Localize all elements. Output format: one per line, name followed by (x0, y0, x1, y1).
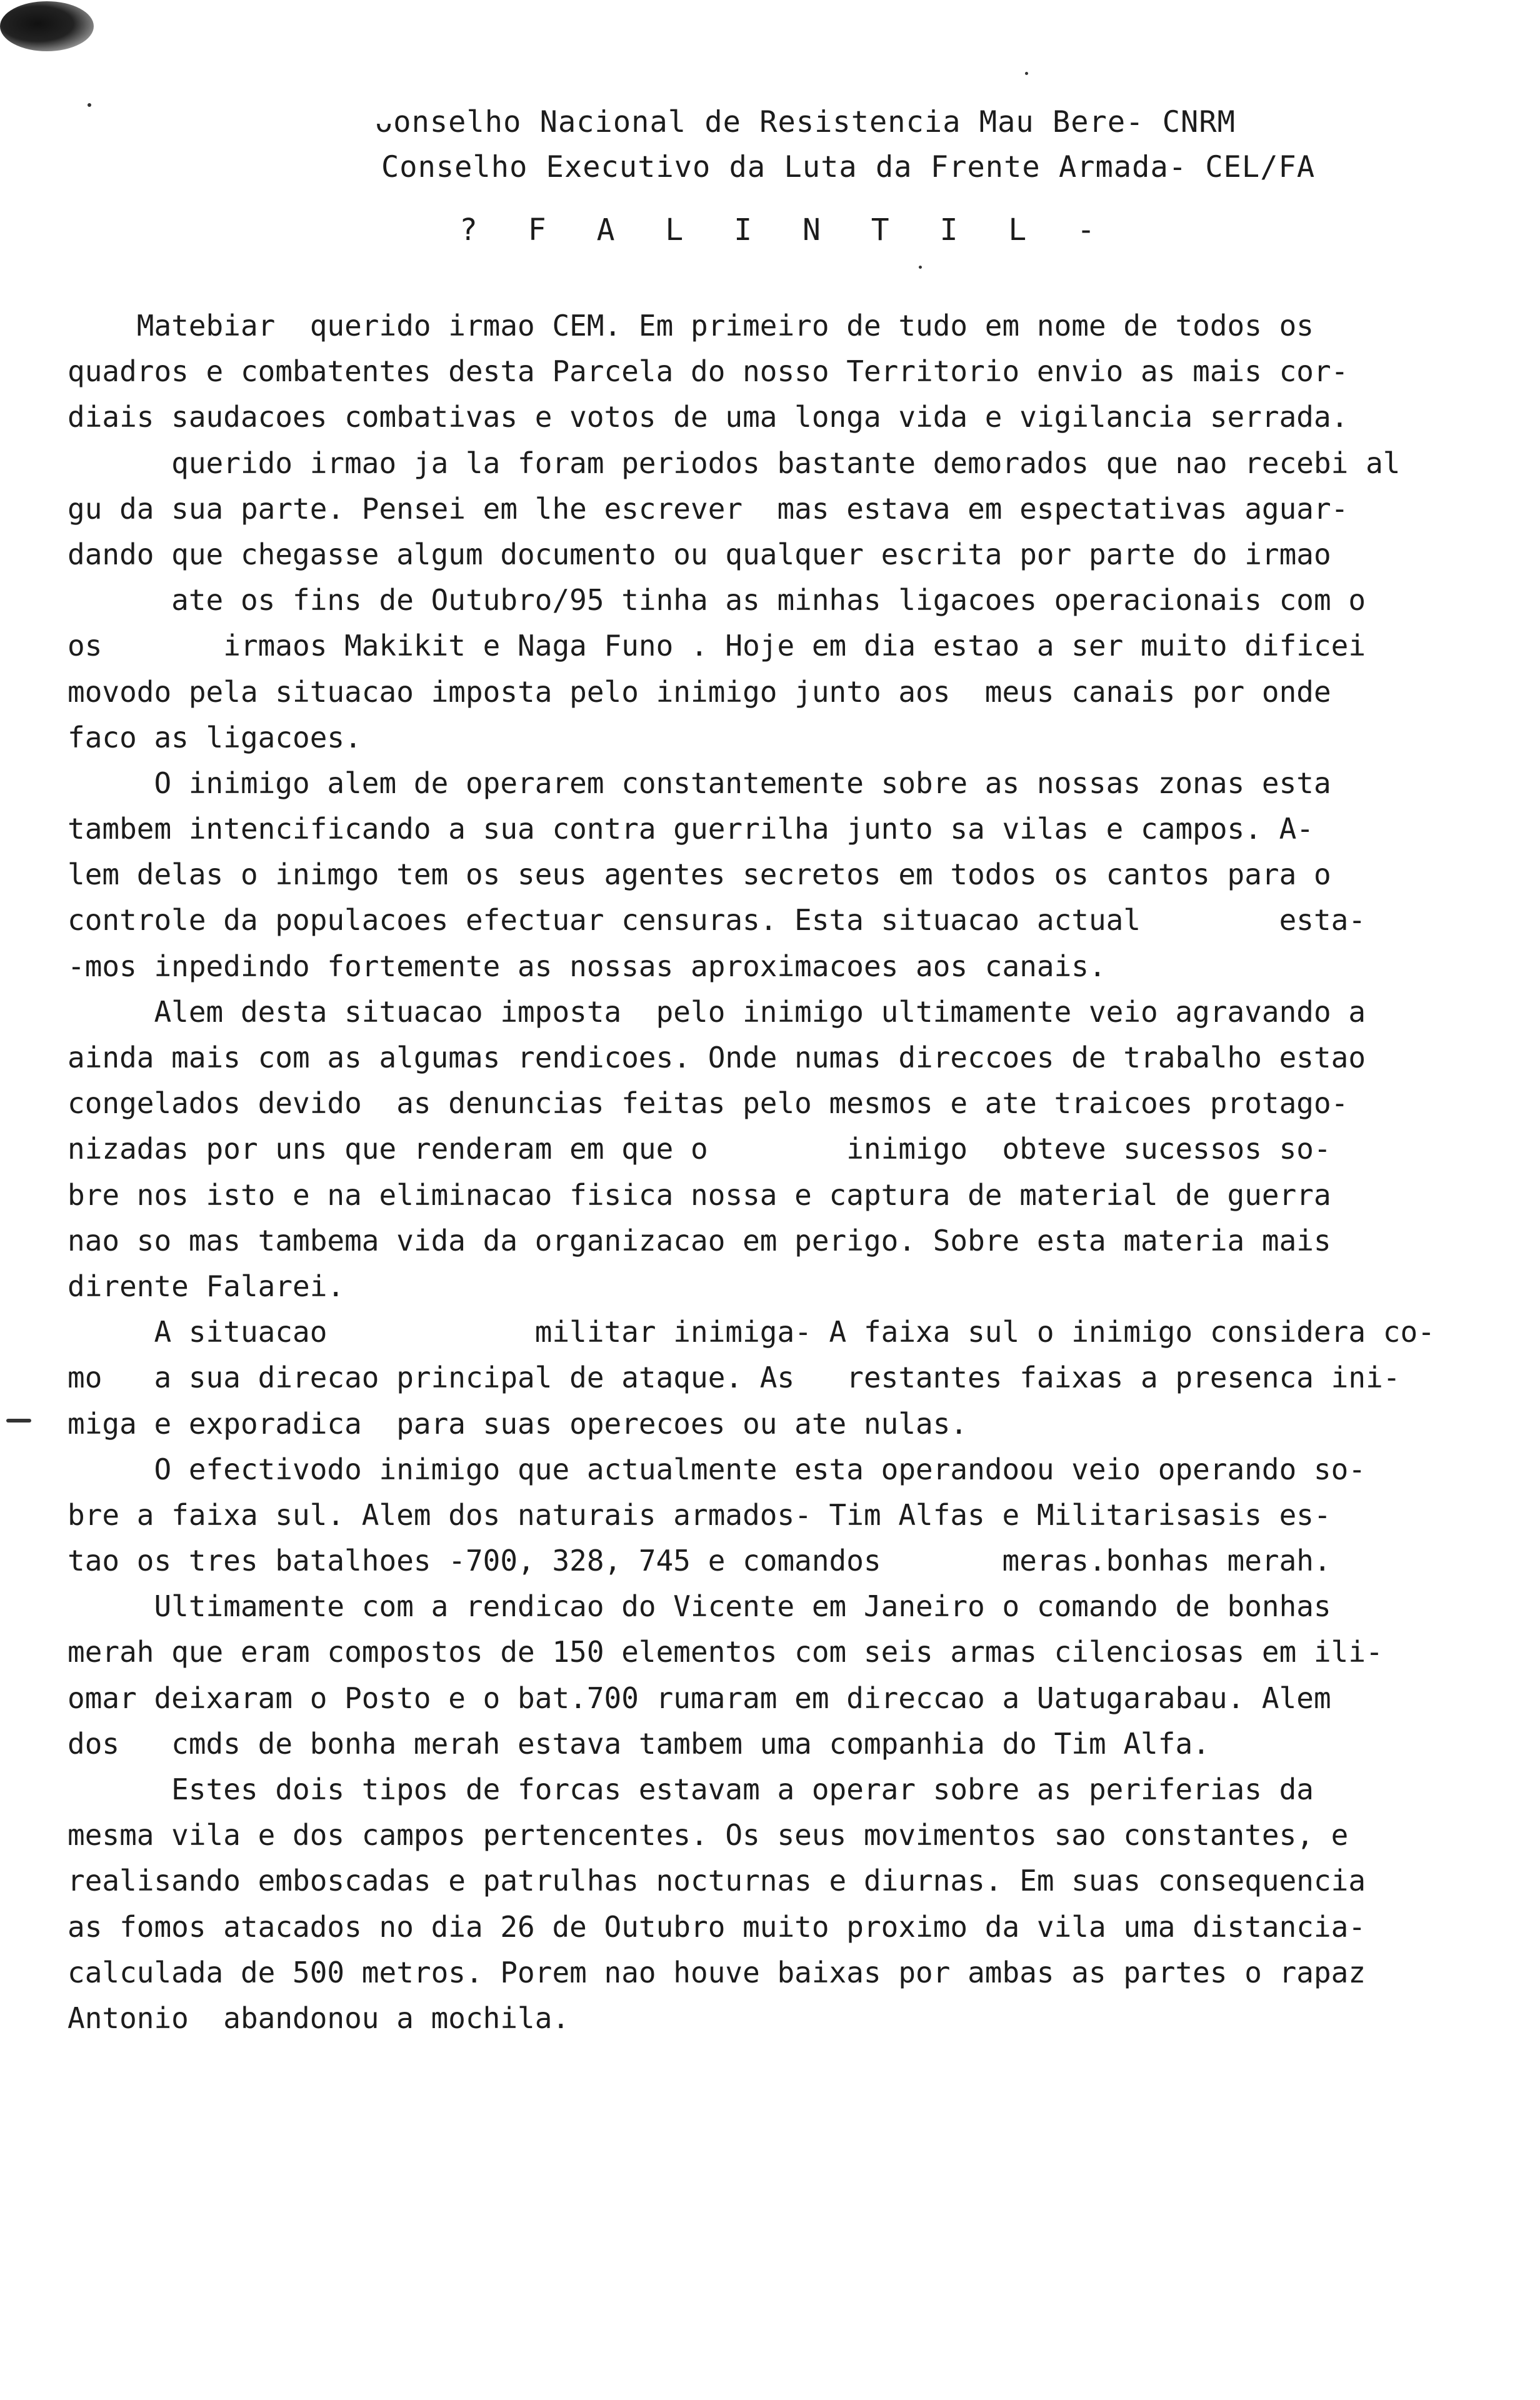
body-line: merah que eram compostos de 150 elementos com seis armas cilenciosas em ili- (68, 1635, 1383, 1669)
body-line: Alem desta situacao imposta pelo inimigo ultimamente veio agravando a (68, 994, 1366, 1029)
body-line: miga e exporadica para suas operecoes ou ate nulas. (68, 1406, 968, 1441)
body-line: O inimigo alem de operarem constantemente sobre as nossas zonas esta (68, 766, 1331, 800)
body-line: A situacao militar inimiga- A faixa sul o inimigo considera co- (68, 1315, 1435, 1349)
body-line: tambem intencificando a sua contra guerrilha junto sa vilas e campos. A- (68, 812, 1314, 846)
ink-speck (88, 103, 91, 107)
body-line: movodo pela situacao imposta pelo inimigo junto aos meus canais por onde (68, 674, 1331, 709)
body-line: mesma vila e dos campos pertencentes. Os seus movimentos sao constantes, e (68, 1818, 1349, 1852)
body-line: realisando emboscadas e patrulhas nocturnas e diurnas. Em suas consequencia (68, 1864, 1366, 1898)
body-line: querido irmao ja la foram periodos bastante demorados que nao recebi al (68, 446, 1401, 480)
body-line: ainda mais com as algumas rendicoes. Onde numas direccoes de trabalho estao (68, 1041, 1366, 1074)
letter-body (68, 303, 1499, 2041)
body-line: tao os tres batalhoes -700, 328, 745 e comandos meras.bonhas merah. (68, 1544, 1331, 1578)
header-line-executive-council: Conselho Executivo da Luta da Frente Armada- CEL/FA (381, 150, 1316, 184)
ink-speck (1025, 72, 1028, 75)
body-line: quadros e combatentes desta Parcela do nosso Territorio envio as mais cor- (68, 354, 1349, 389)
body-line: nizadas por uns que renderam em que o inimigo obteve sucessos so- (68, 1132, 1331, 1166)
body-line: ate os fins de Outubro/95 tinha as minhas ligacoes operacionais com o (68, 583, 1366, 618)
body-line: -mos inpedindo fortemente as nossas aproximacoes aos canais. (68, 949, 1106, 983)
document-header (375, 100, 1438, 190)
body-line: lem delas o inimgo tem os seus agentes secretos em todos os cantos para o (68, 858, 1331, 892)
body-line: as fomos atacados no dia 26 de Outubro muito proximo da vila uma distancia- (68, 1909, 1366, 1944)
body-line: dirente Falarei. (68, 1269, 345, 1303)
body-line: bre nos isto e na eliminacao fisica nossa e captura de material de guerra (68, 1178, 1331, 1212)
body-line: omar deixaram o Posto e o bat.700 rumaram em direccao a Uatugarabau. Alem (68, 1681, 1331, 1715)
body-line: Matebiar querido irmao CEM. Em primeiro de tudo em nome de todos os (68, 309, 1314, 342)
body-line: O efectivodo inimigo que actualmente esta operandoou veio operando so- (68, 1452, 1366, 1486)
body-line: mo a sua direcao principal de ataque. As restantes faixas a presenca ini- (68, 1361, 1401, 1395)
body-line: calculada de 500 metros. Porem nao houve baixas por ambas as partes o rapaz (68, 1955, 1366, 1989)
ink-smudge (0, 1, 94, 51)
body-line: bre a faixa sul. Alem dos naturais armados- Tim Alfas e Militarisasis es- (68, 1498, 1331, 1532)
body-line: Ultimamente com a rendicao do Vicente em Janeiro o comando de bonhas (68, 1589, 1331, 1624)
body-line: diais saudacoes combativas e votos de uma longa vida e vigilancia serrada. (68, 400, 1349, 434)
body-line: Antonio abandonou a mochila. (68, 2001, 570, 2035)
body-line: dos cmds de bonha merah estava tambem uma companhia do Tim Alfa. (68, 1726, 1210, 1761)
body-line: faco as ligacoes. (68, 720, 362, 754)
body-line: os irmaos Makikit e Naga Funo . Hoje em dia estao a ser muito dificei (68, 629, 1366, 663)
header-line-organization: ᴗonselho Nacional de Resistencia Mau Bere- CNRM (375, 105, 1236, 139)
body-line: controle da populacoes efectuar censuras. Esta situacao actual esta- (68, 903, 1366, 938)
body-line: congelados devido as denuncias feitas pelo mesmos e ate traicoes protago- (68, 1086, 1349, 1121)
body-line: gu da sua parte. Pensei em lhe escrever mas estava em espectativas aguar- (68, 491, 1349, 526)
body-line: dando que chegasse algum documento ou qualquer escrita por parte do irmao (68, 537, 1331, 571)
body-line: nao so mas tambema vida da organizacao em perigo. Sobre esta materia mais (68, 1223, 1331, 1258)
document-title: ? F A L I N T I L - (459, 212, 1112, 248)
ink-speck (6, 1419, 31, 1422)
body-line: Estes dois tipos de forcas estavam a operar sobre as periferias da (68, 1772, 1383, 1806)
ink-speck (919, 266, 922, 269)
